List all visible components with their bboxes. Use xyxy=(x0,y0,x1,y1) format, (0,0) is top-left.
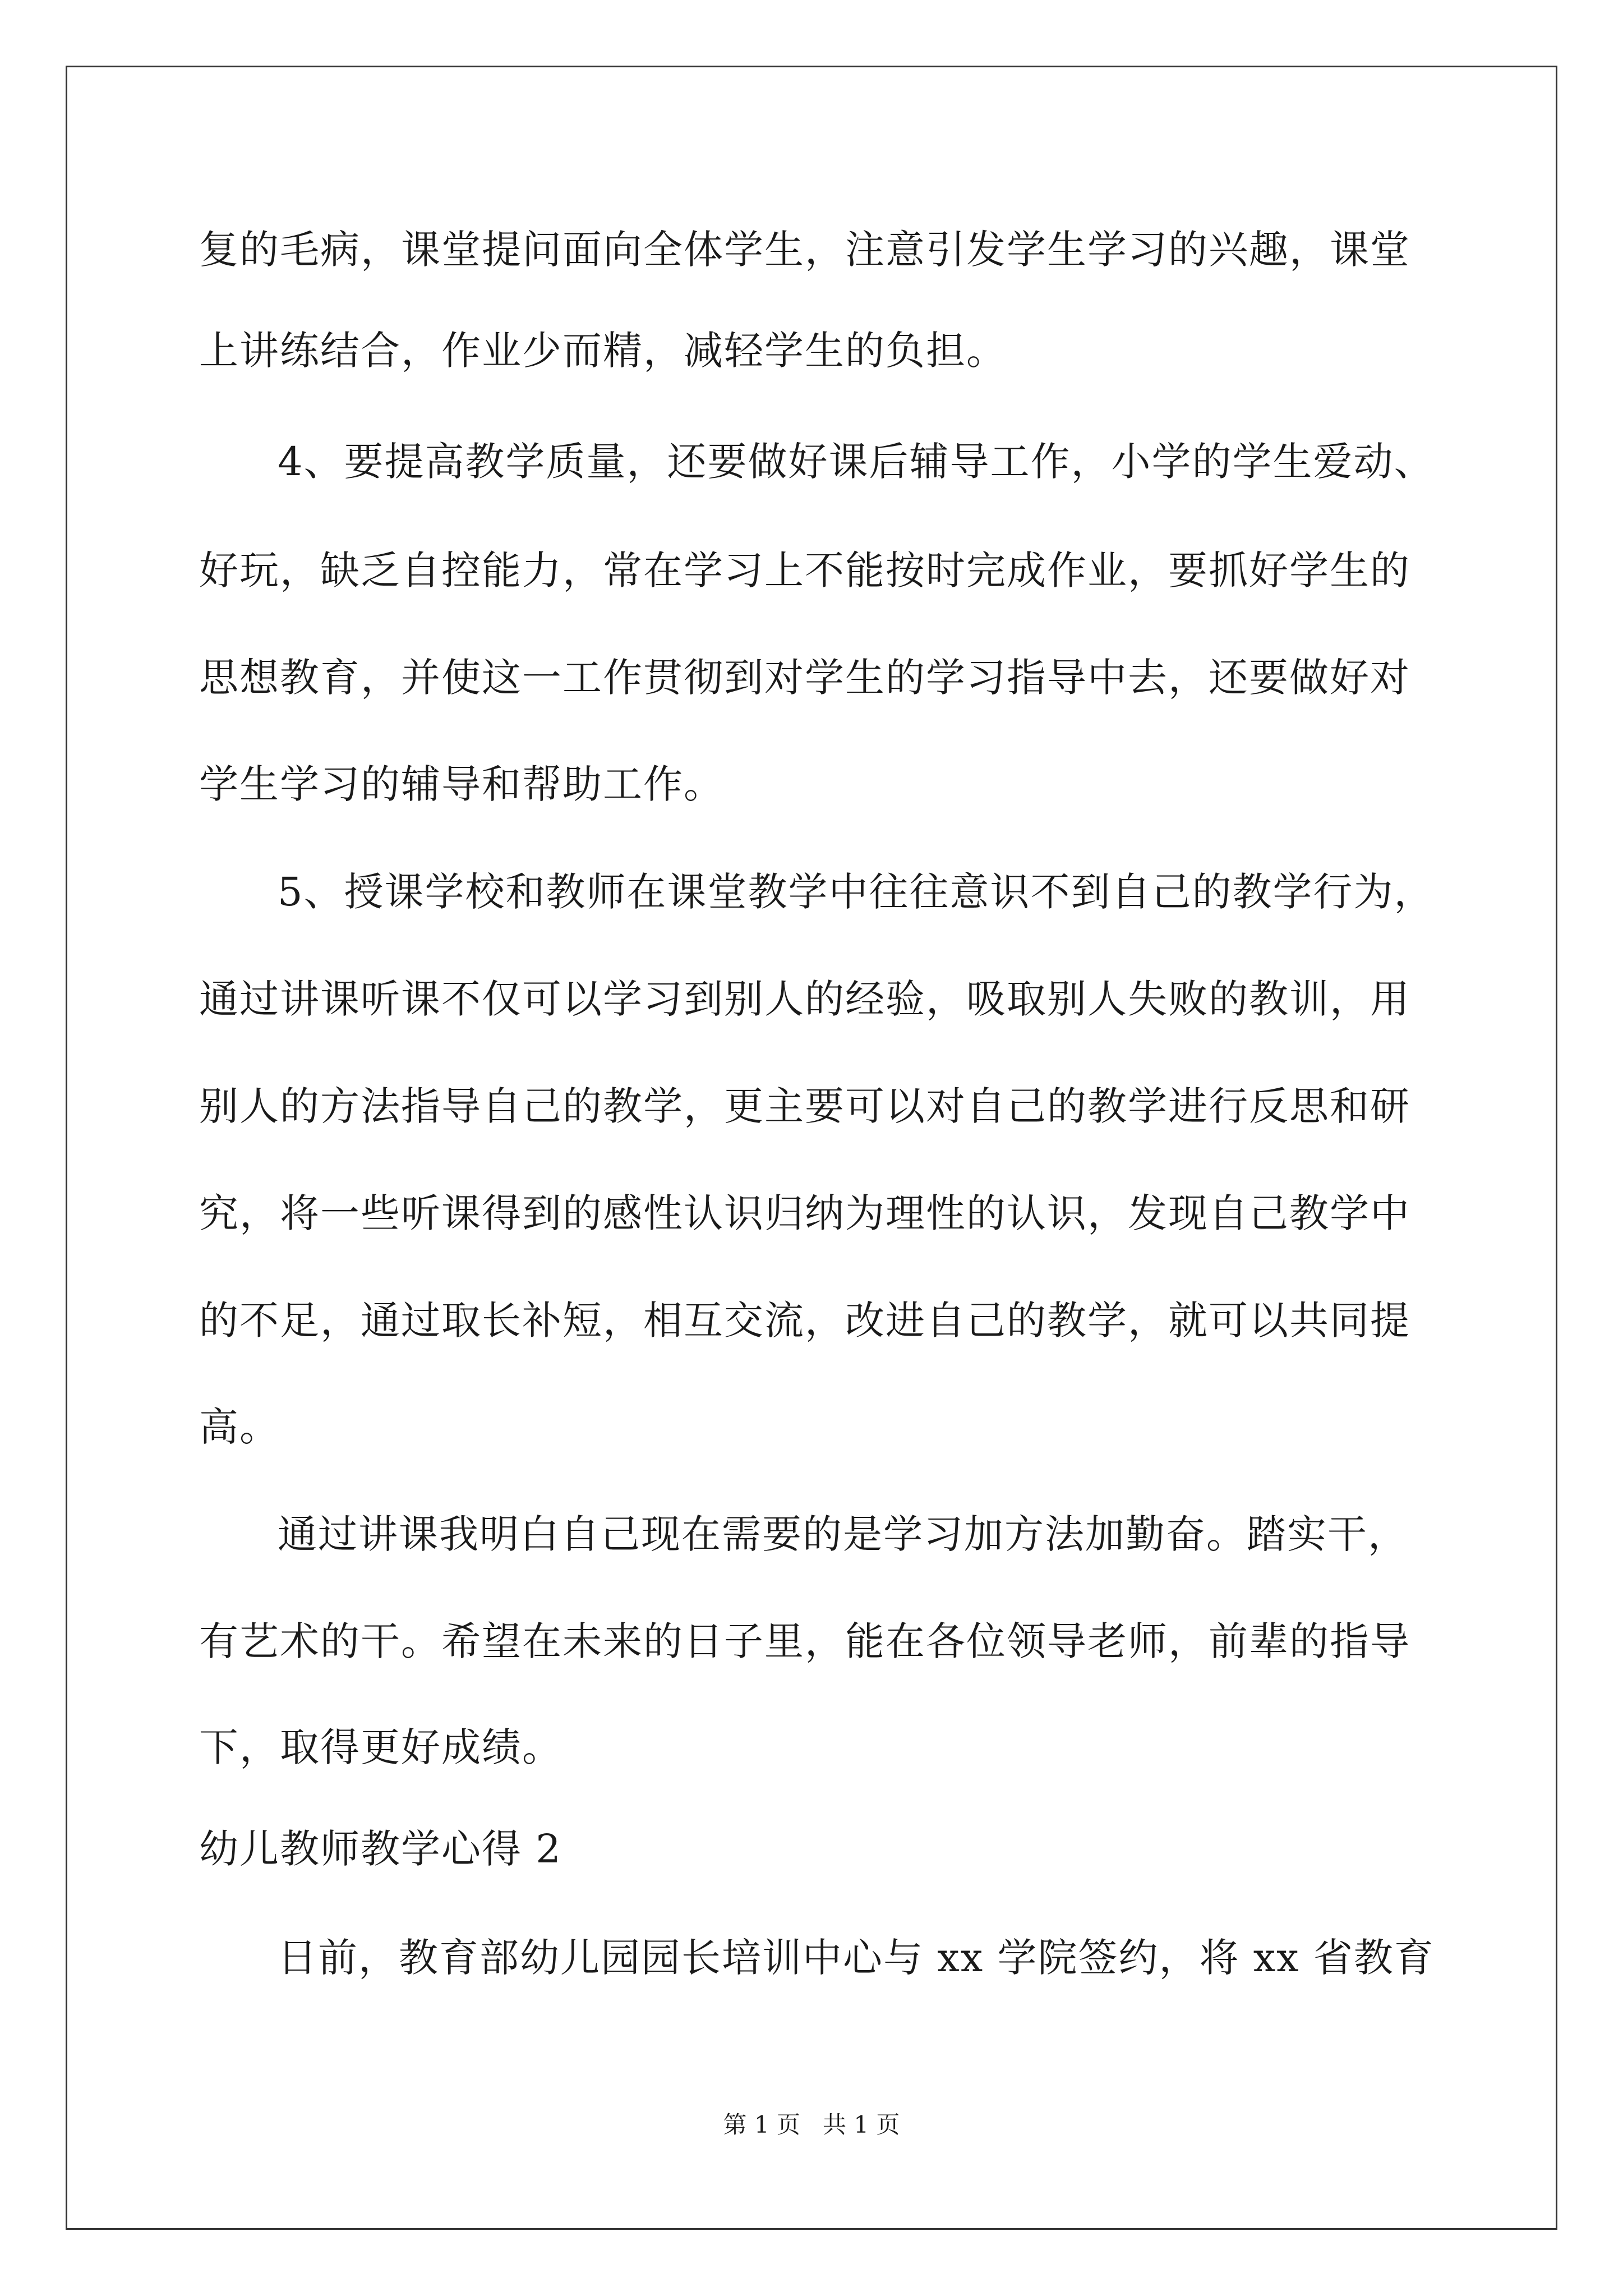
paragraph-line: 别人的方法指导自己的教学，更主要可以对自己的教学进行反思和研 xyxy=(199,1083,1410,1129)
section-heading: 幼儿教师教学心得 2 xyxy=(199,1826,562,1872)
paragraph-line: 日前，教育部幼儿园园长培训中心与 xx 学院签约，将 xx 省教育 xyxy=(278,1935,1435,1981)
paragraph-line: 通过讲课听课不仅可以学习到别人的经验，吸取别人失败的教训，用 xyxy=(199,976,1410,1022)
paragraph-line: 复的毛病，课堂提问面向全体学生，注意引发学生学习的兴趣，课堂 xyxy=(199,227,1410,273)
paragraph-line: 5、授课学校和教师在课堂教学中往往意识不到自己的教学行为， xyxy=(278,869,1435,915)
paragraph-line: 高。 xyxy=(199,1404,280,1450)
paragraph-line: 通过讲课我明白自己现在需要的是学习加方法加勤奋。踏实干， xyxy=(278,1511,1408,1557)
paragraph-line: 有艺术的干。希望在未来的日子里，能在各位领导老师，前辈的指导 xyxy=(199,1618,1410,1664)
paragraph-line: 学生学习的辅导和帮助工作。 xyxy=(199,761,724,807)
paragraph-line: 4、要提高教学质量，还要做好课后辅导工作，小学的学生爱动、 xyxy=(278,439,1435,485)
paragraph-line: 究，将一些听课得到的感性认识归纳为理性的认识，发现自己教学中 xyxy=(199,1190,1410,1236)
paragraph-line: 好玩，缺乏自控能力，常在学习上不能按时完成作业，要抓好学生的 xyxy=(199,547,1410,593)
paragraph-line: 上讲练结合，作业少而精，减轻学生的负担。 xyxy=(199,328,1007,374)
paragraph-line: 下，取得更好成绩。 xyxy=(199,1724,562,1770)
paragraph-line: 思想教育，并使这一工作贯彻到对学生的学习指导中去，还要做好对 xyxy=(199,655,1410,701)
page-footer: 第 1 页 共 1 页 xyxy=(723,2111,900,2138)
page-frame xyxy=(66,66,1557,2230)
paragraph-line: 的不足，通过取长补短，相互交流，改进自己的教学，就可以共同提 xyxy=(199,1297,1410,1343)
